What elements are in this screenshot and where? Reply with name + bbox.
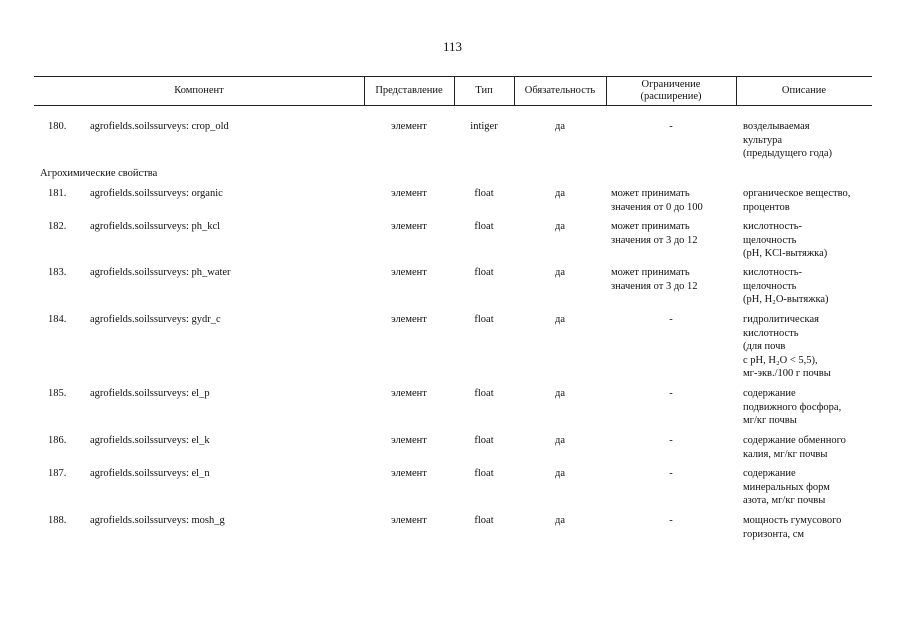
row-number: 187. bbox=[48, 468, 67, 479]
row-type: float bbox=[474, 388, 494, 399]
row-restriction: - bbox=[669, 314, 673, 325]
row-number: 181. bbox=[48, 188, 67, 199]
row-component: agrofields.soilssurveys: el_p bbox=[90, 388, 210, 399]
row-description: мощность гумусового горизонта, см bbox=[743, 515, 842, 540]
row-restriction: - bbox=[669, 121, 673, 132]
row-required: да bbox=[554, 435, 565, 446]
row-representation: элемент bbox=[391, 121, 427, 132]
row-required: да bbox=[554, 314, 565, 325]
row-type: intiger bbox=[470, 121, 498, 132]
row-description: кислотность- щелочность (рН, KCl-вытяжка) bbox=[743, 221, 828, 259]
header-restriction: Ограничение (расширение) bbox=[640, 79, 702, 102]
row-component: agrofields.soilssurveys: organic bbox=[90, 188, 223, 199]
row-restriction: - bbox=[669, 515, 673, 526]
row-required: да bbox=[554, 267, 565, 278]
row-type: float bbox=[474, 468, 494, 479]
row-component: agrofields.soilssurveys: ph_kcl bbox=[90, 221, 221, 232]
row-description: содержание обменного калия, мг/кг почвы bbox=[743, 435, 846, 460]
schema-table bbox=[34, 76, 872, 540]
row-type: float bbox=[474, 188, 494, 199]
row-representation: элемент bbox=[391, 314, 427, 325]
row-number: 185. bbox=[48, 388, 67, 399]
row-representation: элемент bbox=[391, 221, 427, 232]
row-required: да bbox=[554, 188, 565, 199]
row-restriction: - bbox=[669, 468, 673, 479]
row-representation: элемент bbox=[391, 515, 427, 526]
row-required: да bbox=[554, 121, 565, 132]
row-component: agrofields.soilssurveys: gydr_c bbox=[90, 314, 221, 325]
row-required: да bbox=[554, 221, 565, 232]
row-description: гидролитическая кислотность (для почв с рН, H₂O < 5,5), мг-экв./100 г почвы bbox=[743, 314, 831, 379]
row-type: float bbox=[474, 314, 494, 325]
page-number: 113 bbox=[442, 39, 463, 54]
row-component: agrofields.soilssurveys: mosh_g bbox=[90, 515, 225, 526]
row-component: agrofields.soilssurveys: el_n bbox=[90, 468, 210, 479]
row-component: agrofields.soilssurveys: el_k bbox=[90, 435, 210, 446]
row-number: 184. bbox=[48, 314, 67, 325]
row-description: кислотность- щелочность (рН, H₂O-вытяжка) bbox=[743, 267, 829, 305]
row-representation: элемент bbox=[391, 468, 427, 479]
row-restriction: - bbox=[669, 435, 673, 446]
row-description: содержание подвижного фосфора, мг/кг почвы bbox=[743, 388, 842, 426]
row-number: 180. bbox=[48, 121, 67, 132]
table-header bbox=[34, 76, 872, 106]
row-restriction: может принимать значения от 3 до 12 bbox=[611, 267, 698, 292]
row-type: float bbox=[474, 267, 494, 278]
row-required: да bbox=[554, 388, 565, 399]
row-number: 183. bbox=[48, 267, 67, 278]
row-restriction: может принимать значения от 3 до 12 bbox=[611, 221, 698, 246]
row-type: float bbox=[474, 221, 494, 232]
section-title: Агрохимические свойства bbox=[40, 168, 158, 179]
row-type: float bbox=[474, 435, 494, 446]
row-description: возделываемая культура (предыдущего года) bbox=[743, 121, 833, 159]
row-required: да bbox=[554, 468, 565, 479]
header-component: Компонент bbox=[174, 85, 224, 96]
header-representation: Представление bbox=[375, 85, 443, 96]
header-type: Тип bbox=[475, 85, 493, 96]
row-representation: элемент bbox=[391, 388, 427, 399]
row-component: agrofields.soilssurveys: crop_old bbox=[90, 121, 229, 132]
row-description: содержание минеральных форм азота, мг/кг почвы bbox=[743, 468, 830, 506]
row-type: float bbox=[474, 515, 494, 526]
row-number: 188. bbox=[48, 515, 67, 526]
row-description: органическое вещество, процентов bbox=[743, 188, 851, 213]
row-representation: элемент bbox=[391, 267, 427, 278]
row-number: 186. bbox=[48, 435, 67, 446]
row-restriction: может принимать значения от 0 до 100 bbox=[611, 188, 703, 213]
header-required: Обязательность bbox=[524, 85, 596, 96]
row-component: agrofields.soilssurveys: ph_water bbox=[90, 267, 231, 278]
row-representation: элемент bbox=[391, 435, 427, 446]
row-required: да bbox=[554, 515, 565, 526]
header-description: Описание bbox=[781, 85, 827, 96]
row-number: 182. bbox=[48, 221, 67, 232]
row-representation: элемент bbox=[391, 188, 427, 199]
row-restriction: - bbox=[669, 388, 673, 399]
